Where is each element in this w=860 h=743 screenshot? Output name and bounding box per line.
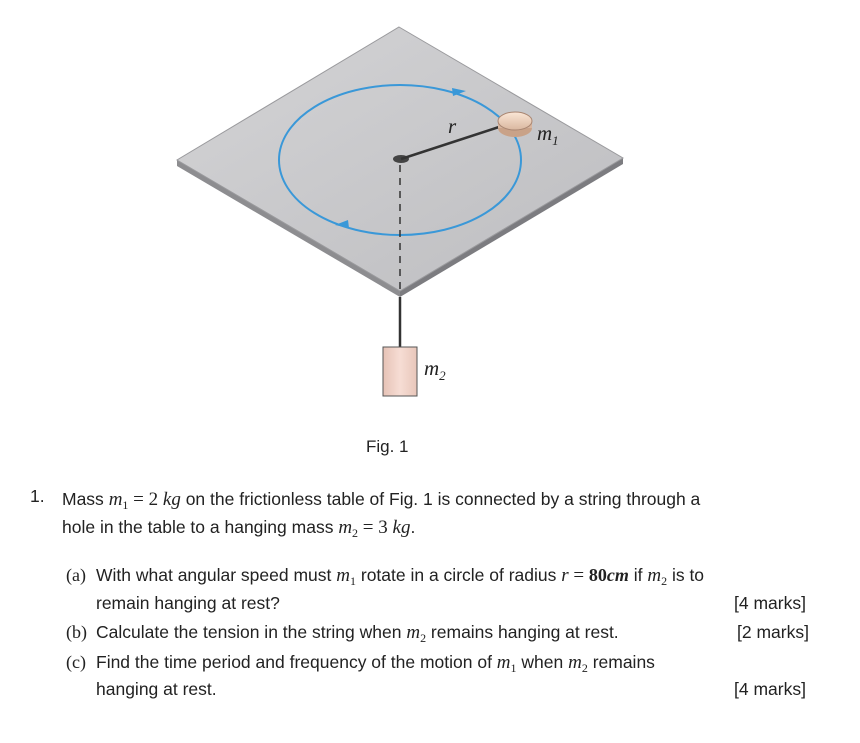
- label-r: r: [448, 114, 457, 138]
- puck-m1: [498, 112, 532, 130]
- part-c-line2: hanging at rest.: [96, 679, 217, 699]
- question-number: 1.: [30, 486, 45, 506]
- part-a-marks: [4 marks]: [734, 593, 806, 613]
- part-a-line2: remain hanging at rest?: [96, 593, 280, 613]
- part-b: (b) Calculate the tension in the string when $m_2$ remains hanging at rest.: [66, 622, 619, 645]
- label-m1: $m_1$: [537, 121, 559, 148]
- part-c-marks: [4 marks]: [734, 679, 806, 699]
- question-intro: Mass $m_1 = 2$ kg on the frictionless table of Fig. 1 is connected by a string through a hole in the table to a hanging mass $m_2 = 3$ kg.: [62, 489, 701, 540]
- figure-caption: Fig. 1: [366, 437, 409, 456]
- part-a: (a) With what angular speed must $m_1$ rotate in a circle of radius r = 80cm if $m_2$ is to: [66, 565, 705, 588]
- part-c: (c) Find the time period and frequency of the motion of $m_1$ when $m_2$ remains: [66, 652, 655, 675]
- label-m2: $m_2$: [424, 356, 446, 383]
- hanging-block-m2: [383, 347, 417, 396]
- part-b-marks: [2 marks]: [737, 622, 809, 642]
